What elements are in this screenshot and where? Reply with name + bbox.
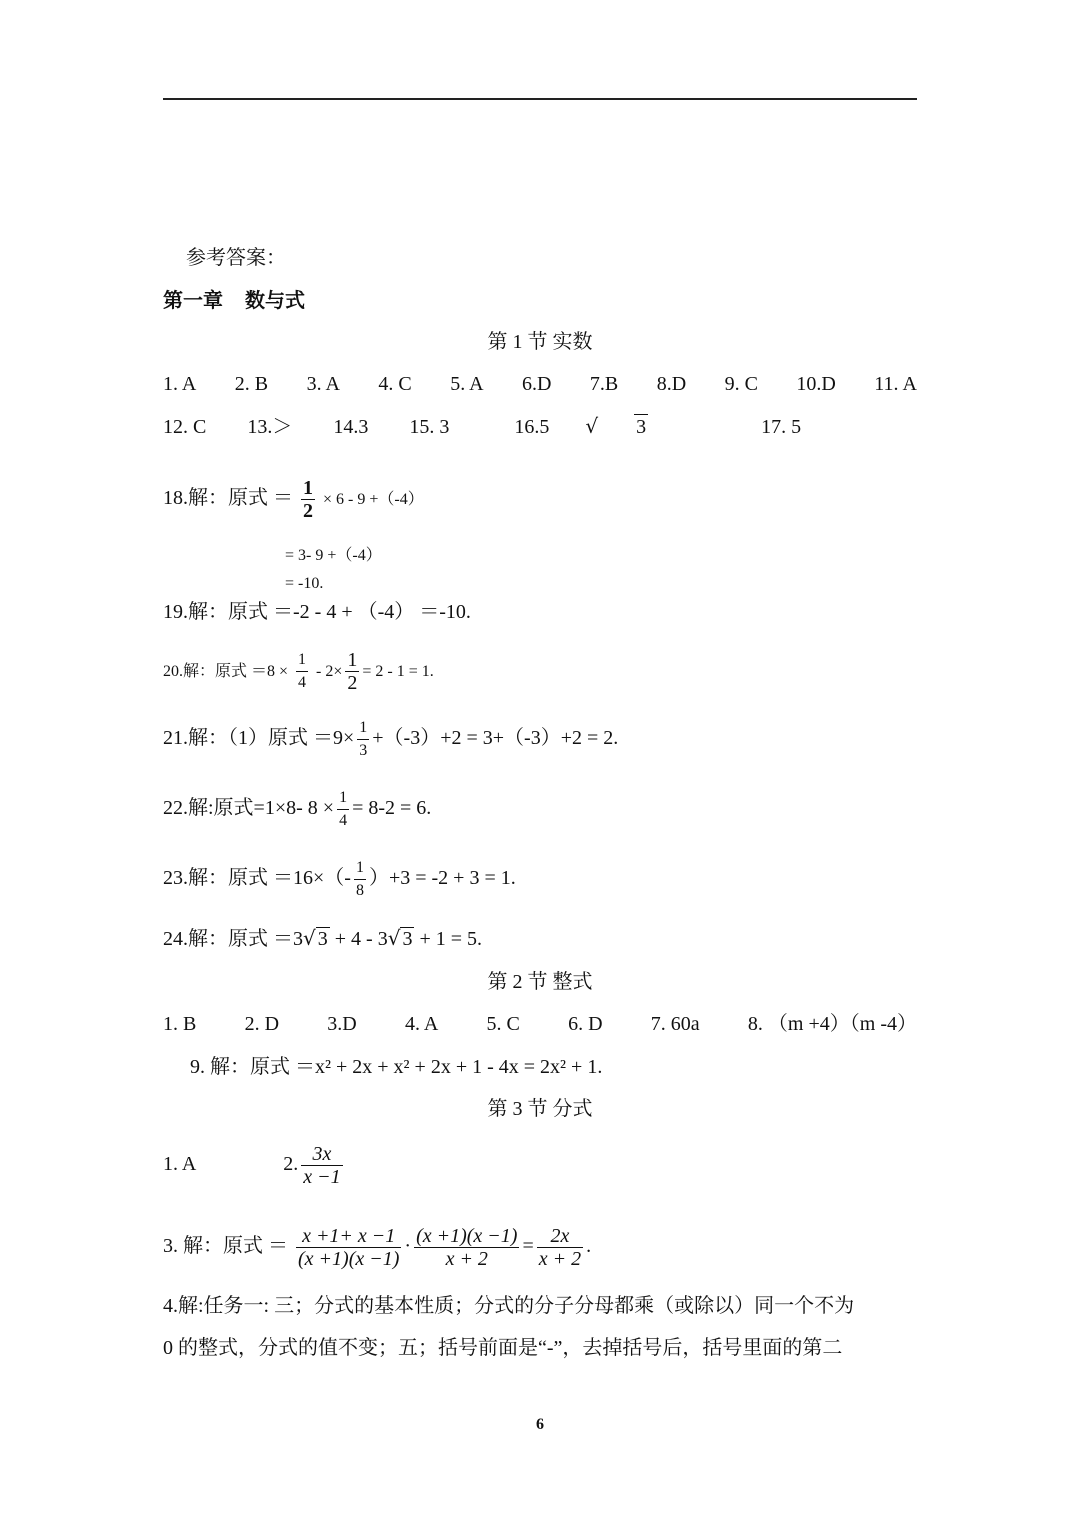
answer-item: 4. A <box>404 1013 439 1035</box>
answer-item: 3.D <box>327 1013 357 1035</box>
fraction: $\frac{1}{4}$ <box>339 788 348 829</box>
fraction: $\frac{x +1+ x -1}{(x +1)(x -1)}$ <box>298 1224 400 1270</box>
q18-step: = 3- 9 +（-4） <box>285 547 382 564</box>
answer-item: 7.B <box>589 373 619 395</box>
chapter-title: 数与式 <box>245 288 305 312</box>
q4-line: 4.解:任务一: 三；分式的基本性质；分式的分子分母都乘（或除以）同一个不为 <box>163 1295 855 1317</box>
q19-line: 19.解：原式 ＝-2 - 4 + （-4） ＝-10. <box>163 601 471 623</box>
answers-heading: 参考答案： <box>186 247 286 269</box>
q21-line: 21.解：（1）原式 ＝9× $\frac{1}{3}$ +（-3）+2 = 3+（-3）+2 = 2. <box>163 714 618 762</box>
answer-row <box>163 372 917 396</box>
answer-item: 13.＞ <box>247 416 293 438</box>
sqrt-symbol: √ 3 <box>387 926 413 950</box>
q24-line: 24.解：原式 ＝3√ 3 + 4 - 3√ 3 + 1 = 5. <box>163 926 483 950</box>
answer-item: 8. （m +4）（m -4） <box>747 1013 917 1035</box>
answer-item: 17. 5 <box>761 416 802 438</box>
s3-q1-q2-line: 1. A 2. $\frac{3x}{x -1}$ <box>163 1142 341 1188</box>
answer-item: 10.D <box>796 373 836 395</box>
sqrt-symbol: √ 3 <box>585 414 647 438</box>
answer-item: 8.D <box>656 373 687 395</box>
answer-item: 5. C <box>486 1013 520 1035</box>
answer-item: 2. D <box>244 1013 280 1035</box>
page-number: 6 <box>536 1416 544 1433</box>
q9-line: 9. 解：原式 ＝x² + 2x + x² + 2x + 1 - 4x = 2x² + 1. <box>190 1056 603 1078</box>
q18-step: = -10. <box>285 575 324 592</box>
answer-item: 5. A <box>450 373 484 395</box>
fraction: $\frac{3x}{x -1}$ <box>303 1142 341 1188</box>
fraction: $\frac{2x}{x + 2}$ <box>538 1224 582 1270</box>
q23-line: 23.解：原式 ＝16×（- $\frac{1}{8}$ ）+3 = -2 + 3 = 1. <box>163 854 516 902</box>
fraction: $\frac{1}{3}$ <box>359 718 368 759</box>
answer-item: 7. 60a <box>650 1013 700 1035</box>
answer-item: 3. A <box>306 373 340 395</box>
fraction: $\frac{1}{8}$ <box>355 858 364 899</box>
answer-item: 6. D <box>568 1013 603 1035</box>
section-title: 第 3 节 分式 <box>487 1098 593 1120</box>
answer-item: 12. C <box>163 416 207 438</box>
answer-item-16: 16.5 √ 3 <box>514 414 720 439</box>
answer-item: 2. B <box>234 373 269 395</box>
chapter-heading <box>163 288 305 312</box>
s3-q3-line: 3. 解：原式 ＝ $\frac{x +1+ x -1}{(x +1)(x -1)}$ · $\frac{(x +1)(x -1)}{x + 2}$ = $\frac{2x}{x + 2}$ . <box>163 1224 592 1270</box>
answer-item: 11. A <box>874 373 917 395</box>
sqrt-symbol: √ 3 <box>303 926 328 950</box>
answer-item: 1. B <box>163 1013 197 1035</box>
answer-item: 14.3 <box>333 416 369 438</box>
section-title: 第 2 节 整式 <box>487 971 593 993</box>
fraction: $\frac{1}{2}$ <box>347 648 358 694</box>
fraction: $\frac{(x +1)(x -1)}{x + 2}$ <box>416 1224 518 1270</box>
answer-item: 15. 3 <box>409 416 450 438</box>
chapter-label: 第一章 <box>163 288 223 312</box>
q18-line: 18.解：原式 ＝ $\frac{1}{2}$ × 6 - 9 +（-4） <box>163 476 424 522</box>
q20-line: 20.解：原式 ＝8 × $\frac{1}{4}$ - 2× $\frac{1}{2}$ = 2 - 1 = 1. <box>163 648 434 694</box>
answer-item: 9. C <box>724 373 758 395</box>
header-rule <box>163 98 917 100</box>
q4-line: 0 的整式，分式的值不变；五；括号前面是“-”，去掉括号后，括号里面的第二 <box>163 1337 843 1359</box>
fraction: $\frac{1}{4}$ <box>298 650 307 691</box>
answer-item: 4. C <box>378 373 412 395</box>
section-title: 第 1 节 实数 <box>487 331 593 353</box>
answer-row <box>163 414 837 439</box>
answer-item: 1. A <box>163 373 197 395</box>
answer-item: 6.D <box>521 373 552 395</box>
q22-line: 22.解:原式=1×8- 8 × $\frac{1}{4}$ = 8-2 = 6. <box>163 784 431 832</box>
fraction: $\frac{1}{2}$ <box>303 476 313 522</box>
answer-row <box>163 1012 917 1036</box>
